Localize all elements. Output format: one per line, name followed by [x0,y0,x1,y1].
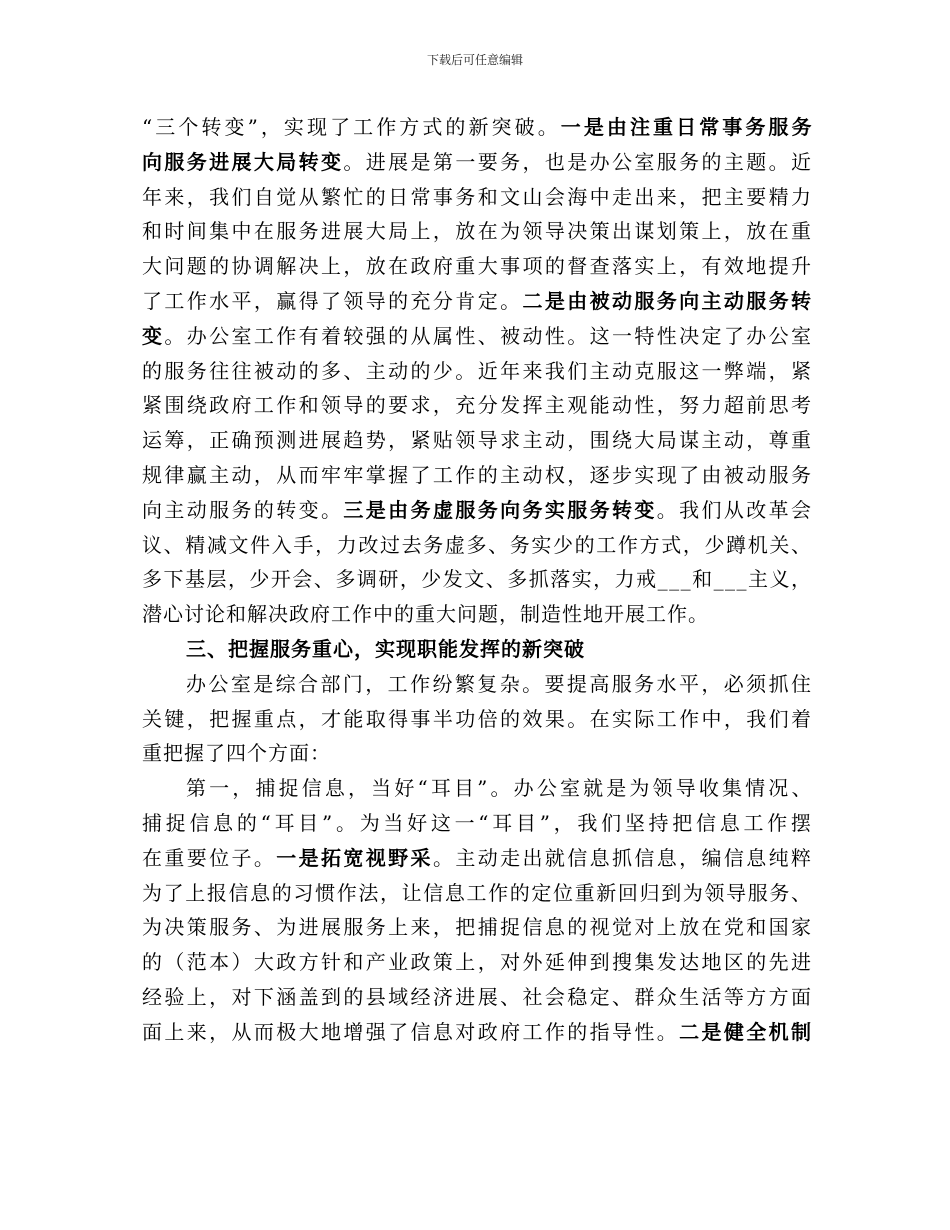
bold-phrase: 三、把握服务重心，实现职能发挥的新突破 [186,636,585,661]
text-segment: 年来，我们自觉从繁忙的日常事务和文山会海中走出来，把主要精力 [142,184,814,209]
bold-phrase: 变 [142,323,165,348]
text-segment: 面上来，从而极大地增强了信息对政府工作的指导性。 [142,1019,680,1044]
document-body [142,110,815,1050]
text-line [142,771,815,806]
text-segment: 大问题的协调解决上，放在政府重大事项的督查落实上，有效地提升 [142,254,814,279]
bold-phrase: 向服务进展大局转变 [142,149,344,174]
bold-phrase: 二是由被动服务向主动服务转 [522,288,814,313]
text-line [142,980,812,1015]
text-line [142,876,812,911]
text-segment: 捕捉信息的“耳目”。为当好这一“耳目”，我们坚持把信息工作摆 [142,810,815,835]
text-line [142,736,812,771]
text-line [142,562,812,597]
text-line [142,180,812,215]
text-segment: 。我们从改革会 [656,497,814,522]
text-segment: 重把握了四个方面： [142,741,331,766]
text-line [142,458,812,493]
text-line [142,945,812,980]
text-segment: 和时间集中在服务进展大局上，放在为领导决策出谋划策上，放在重 [142,219,814,244]
text-segment: 的服务往往被动的多、主动的少。近年来我们主动克服这一弊端，紧 [142,358,814,383]
text-segment: 的（范本）大政方针和产业政策上，对外延伸到搜集发达地区的先进 [142,950,814,975]
text-line [142,841,812,876]
text-segment: 。进展是第一要务，也是办公室服务的主题。近 [343,149,814,174]
text-segment: “三个转变”，实现了工作方式的新突破。 [142,115,561,139]
bold-phrase: 三是由务虚服务向务实服务转变 [343,497,657,522]
text-line [142,214,812,249]
text-line [142,249,812,284]
text-line [142,354,812,389]
text-line [142,388,812,423]
text-segment: 第一，捕捉信息，当好“耳目”。办公室就是为领导收集情况、 [186,776,815,801]
text-line [142,528,812,563]
text-line [142,145,812,180]
text-segment: 关键，把握重点，才能取得事半功倍的效果。在实际工作中，我们着 [142,706,814,731]
text-segment: 。主动走出就信息抓信息，编信息纯粹 [432,845,814,870]
text-segment: 。办公室工作有着较强的从属性、被动性。这一特性决定了办公室 [164,323,814,348]
page-header: 下载后可任意编辑 [426,53,523,67]
text-segment: 运筹，正确预测进展趋势，紧贴领导求主动，围绕大局谋主动，尊重 [142,428,814,453]
text-line [142,110,815,145]
text-line [142,597,812,632]
bold-phrase: 二是健全机制 [679,1019,814,1044]
text-segment: 多下基层，少开会、多调研，少发文、多抓落实，力戒___和___主义， [142,567,813,592]
text-segment: 办公室是综合部门，工作纷繁复杂。要提高服务水平，必须抓住 [186,671,814,696]
text-segment: 了工作水平，赢得了领导的充分肯定。 [142,288,523,313]
text-line [142,319,812,354]
text-line [142,423,812,458]
text-line [142,702,812,737]
text-segment: 紧围绕政府工作和领导的要求，充分发挥主观能动性，努力超前思考 [142,393,814,418]
text-segment: 在重要位子。 [142,845,277,870]
text-segment: 潜心讨论和解决政府工作中的重大问题，制造性地开展工作。 [142,602,709,627]
text-line [142,910,812,945]
text-line [142,1015,812,1050]
text-line [142,806,815,841]
text-segment: 为了上报信息的习惯作法，让信息工作的定位重新回归到为领导服务、 [142,880,813,905]
bold-phrase: 一是由注重日常事务服务 [560,115,815,139]
text-segment: 为决策服务、为进展服务上来，把捕捉信息的视觉对上放在党和国家 [142,915,814,940]
text-line [142,284,812,319]
text-segment: 议、精减文件入手，力改过去务虚多、务实少的工作方式，少蹲机关、 [142,532,813,557]
text-segment: 经验上，对下涵盖到的县域经济进展、社会稳定、群众生活等方方面 [142,984,814,1009]
bold-phrase: 一是拓宽视野采 [276,845,433,870]
text-line [142,493,812,528]
text-line [142,667,812,702]
text-segment: 向主动服务的转变。 [142,497,344,522]
section-heading [142,632,812,667]
text-segment: 规律赢主动，从而牢牢掌握了工作的主动权，逐步实现了由被动服务 [142,462,814,487]
